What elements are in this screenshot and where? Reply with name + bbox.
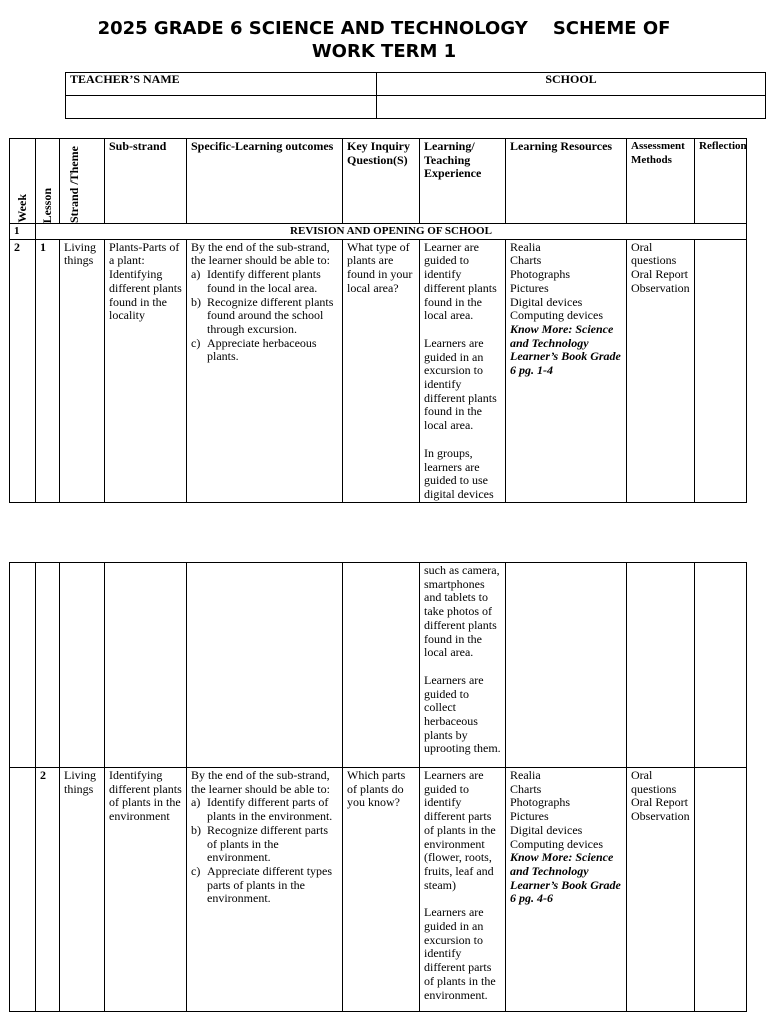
resources-cell xyxy=(506,768,627,1012)
lesson-cell: 1 xyxy=(36,239,60,502)
assessment-cell xyxy=(627,239,695,502)
list-item: c) Appreciate different types parts of plants in the environment. xyxy=(191,863,333,906)
resource-item: Computing devices xyxy=(510,308,603,323)
col-strand: Strand /Theme xyxy=(60,139,105,224)
assessment-item: Oral questions xyxy=(631,768,677,796)
title-line-1: 2025 GRADE 6 SCIENCE AND TECHNOLOGY SCHEME OF xyxy=(97,18,671,39)
experience-paragraph: In groups, learners are guided to use digital devices xyxy=(424,445,494,501)
list-item: a) Identify different parts of plants in the environment. xyxy=(191,795,333,824)
col-reflection: Reflection xyxy=(695,139,747,224)
list-item: b) Recognize different plants found around the school through excursion. xyxy=(191,294,334,336)
lesson-cell: 2 xyxy=(36,768,60,1012)
resource-item: Digital devices xyxy=(510,822,583,837)
experience-cell xyxy=(420,239,506,502)
assessment-item: Oral questions xyxy=(631,239,677,268)
resource-item: Realia xyxy=(510,239,541,254)
strand-cell: Living things xyxy=(60,768,105,1012)
revision-row xyxy=(10,224,747,240)
strand-cell xyxy=(60,563,105,768)
list-item: b) Recognize different parts of plants in the environment. xyxy=(191,822,329,865)
outcomes-list xyxy=(191,796,338,906)
substrand-cell xyxy=(105,563,187,768)
inquiry-cell: What type of plants are found in your local area? xyxy=(343,239,420,502)
resource-item: Digital devices xyxy=(510,294,583,309)
assessment-cell xyxy=(627,768,695,1012)
experience-paragraph: Learner are guided to identify different plants found in the local area. xyxy=(424,239,497,323)
teacher-school-table xyxy=(65,72,766,119)
school-field[interactable] xyxy=(377,96,766,119)
scheme-table-page-2 xyxy=(9,562,747,1012)
outcomes-cell xyxy=(187,239,343,502)
teacher-name-label: TEACHER’S NAME xyxy=(66,73,377,96)
outcomes-list xyxy=(191,268,338,364)
week-cell xyxy=(10,563,36,768)
col-week: Week xyxy=(10,139,36,224)
resource-item: Computing devices xyxy=(510,836,603,851)
week-cell xyxy=(10,768,36,1012)
inquiry-cell: Which parts of plants do you know? xyxy=(343,768,420,1012)
title-line-2: WORK TERM 1 xyxy=(311,41,457,62)
col-lesson: Lesson xyxy=(36,139,60,224)
document-title xyxy=(40,17,728,63)
table-row xyxy=(10,239,747,502)
table-row xyxy=(10,768,747,1012)
inquiry-cell xyxy=(343,563,420,768)
experience-cell xyxy=(420,563,506,768)
outcomes-intro: By the end of the sub-strand, the learner should be able to: xyxy=(191,768,330,796)
reflection-cell[interactable] xyxy=(695,563,747,768)
resources-cell xyxy=(506,239,627,502)
experience-paragraph: Learners are guided in an excursion to identify different parts of plants in the environment. xyxy=(424,905,496,1002)
textbook-reference: Know More: Science and Technology Learner’s Book Grade 6 pg. 1-4 xyxy=(510,321,621,378)
resource-item: Photographs xyxy=(510,267,570,282)
col-outcomes: Specific-Learning outcomes xyxy=(187,139,343,224)
experience-cell xyxy=(420,768,506,1012)
resource-item: Pictures xyxy=(510,809,549,824)
list-item: a) Identify different plants found in the local area. xyxy=(191,267,321,295)
resource-item: Realia xyxy=(510,768,541,782)
col-inquiry: Key Inquiry Question(S) xyxy=(343,139,420,224)
experience-paragraph: Learners are guided to collect herbaceous plants by uprooting them. xyxy=(424,672,501,756)
column-header-row xyxy=(10,139,747,224)
assessment-item: Oral Report xyxy=(631,267,688,282)
reflection-cell[interactable] xyxy=(695,768,747,1012)
assessment-cell xyxy=(627,563,695,768)
assessment-item: Observation xyxy=(631,280,690,295)
week-cell: 2 xyxy=(10,239,36,502)
resource-item: Photographs xyxy=(510,795,570,810)
experience-paragraph: Learners are guided to identify different parts of plants in the environment (flower, roots, fruits, leaf and steam) xyxy=(424,768,496,892)
assessment-item: Observation xyxy=(631,809,690,824)
lesson-cell xyxy=(36,563,60,768)
scheme-table-page-1 xyxy=(9,138,747,503)
school-label: SCHOOL xyxy=(377,73,766,96)
reflection-cell[interactable] xyxy=(695,239,747,502)
revision-week: 1 xyxy=(10,224,36,240)
outcomes-cell xyxy=(187,563,343,768)
teacher-name-field[interactable] xyxy=(66,96,377,119)
resource-item: Charts xyxy=(510,781,542,796)
substrand-cell: Identifying different plants of plants in the environment xyxy=(105,768,187,1012)
col-substrand: Sub-strand xyxy=(105,139,187,224)
revision-text: REVISION AND OPENING OF SCHOOL xyxy=(36,224,747,240)
col-assessment: Assessment Methods xyxy=(627,139,695,224)
experience-paragraph: such as camera, smartphones and tablets to take photos of different plants found in the local area. xyxy=(424,563,500,660)
strand-cell: Living things xyxy=(60,239,105,502)
table-row xyxy=(10,563,747,768)
list-item: c) Appreciate herbaceous plants. xyxy=(191,335,317,364)
outcomes-cell xyxy=(187,768,343,1012)
substrand-cell: Plants-Parts of a plant: Identifying different plants found in the locality xyxy=(105,239,187,502)
outcomes-intro: By the end of the sub-strand, the learner should be able to: xyxy=(191,239,330,268)
experience-paragraph: Learners are guided in an excursion to identify different plants found in the local area. xyxy=(424,335,497,433)
resource-item: Charts xyxy=(510,253,542,268)
col-experience: Learning/ Teaching Experience xyxy=(420,139,506,224)
textbook-reference: Know More: Science and Technology Learner’s Book Grade 6 pg. 4-6 xyxy=(510,850,621,906)
col-resources: Learning Resources xyxy=(506,139,627,224)
assessment-item: Oral Report xyxy=(631,795,688,810)
resource-item: Pictures xyxy=(510,280,549,295)
resources-cell xyxy=(506,563,627,768)
